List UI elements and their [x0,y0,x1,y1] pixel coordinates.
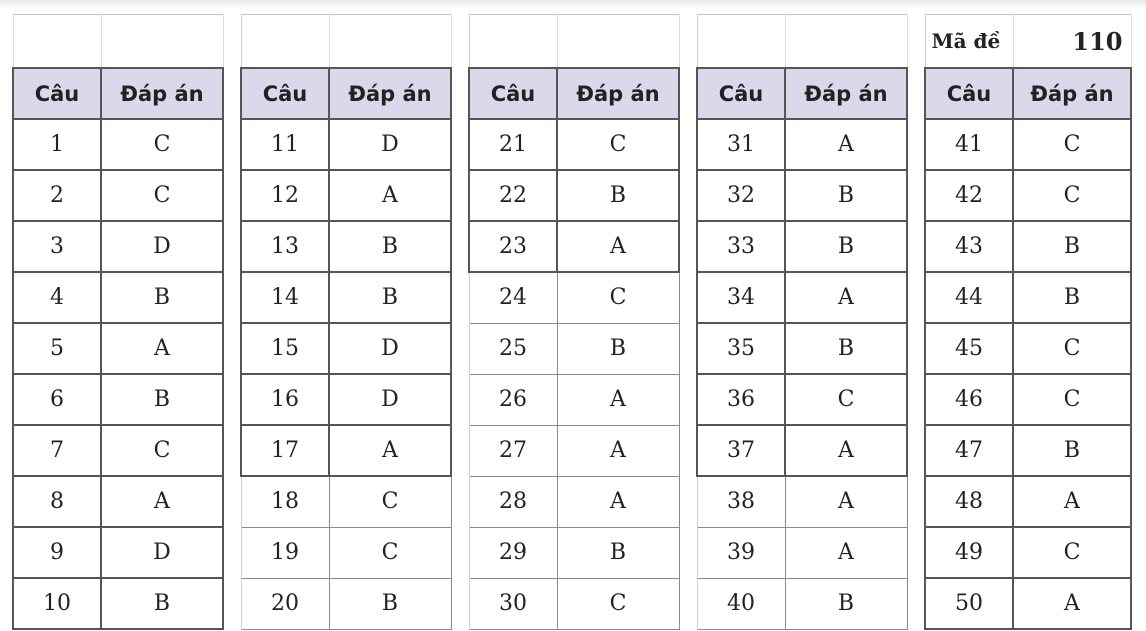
column-separator [679,15,697,69]
answer-row [13,323,1131,374]
answer-row [13,425,1131,476]
answer-letter-cell: C [557,119,679,170]
answer-letter-cell: C [1013,323,1131,374]
question-number-cell: 17 [241,425,329,476]
question-header: Câu [13,68,101,119]
answer-letter-cell: B [101,578,223,629]
empty-cell [329,15,451,69]
column-separator [679,425,697,476]
answer-letter-cell: C [1013,170,1131,221]
question-number-cell: 47 [925,425,1013,476]
answer-letter-cell: A [557,476,679,527]
answer-row [13,272,1131,323]
answer-letter-cell: B [329,221,451,272]
answer-letter-cell: A [1013,578,1131,629]
answer-letter-cell: B [785,323,907,374]
answer-letter-cell: A [329,425,451,476]
answer-row [13,221,1131,272]
column-separator [451,527,469,578]
answer-letter-cell: B [557,323,679,374]
column-separator [223,323,241,374]
answer-letter-cell: B [785,170,907,221]
question-number-cell: 11 [241,119,329,170]
top-strip [0,0,1146,10]
answer-letter-cell: B [329,272,451,323]
question-number-cell: 5 [13,323,101,374]
answer-letter-cell: C [329,476,451,527]
column-separator [451,425,469,476]
question-number-cell: 19 [241,527,329,578]
answer-letter-cell: C [557,578,679,629]
answer-letter-cell: D [329,119,451,170]
column-separator [679,221,697,272]
answer-letter-cell: B [329,578,451,629]
column-separator [223,68,241,119]
question-number-cell: 48 [925,476,1013,527]
answer-letter-cell: B [1013,272,1131,323]
question-header: Câu [925,68,1013,119]
question-number-cell: 13 [241,221,329,272]
answer-row [13,170,1131,221]
question-number-cell: 26 [469,374,557,425]
question-header: Câu [697,68,785,119]
column-separator [907,323,925,374]
answer-letter-cell: D [329,374,451,425]
answer-header: Đáp án [329,68,451,119]
question-number-cell: 38 [697,476,785,527]
column-separator [451,323,469,374]
question-number-cell: 43 [925,221,1013,272]
answer-letter-cell: C [1013,527,1131,578]
column-separator [223,15,241,69]
question-number-cell: 14 [241,272,329,323]
column-separator [907,170,925,221]
question-number-cell: 3 [13,221,101,272]
question-number-cell: 34 [697,272,785,323]
column-separator [679,578,697,629]
column-separator [223,272,241,323]
column-separator [451,476,469,527]
question-number-cell: 23 [469,221,557,272]
answer-letter-cell: B [785,578,907,629]
question-number-cell: 49 [925,527,1013,578]
answer-letter-cell: C [329,527,451,578]
column-separator [223,476,241,527]
answer-letter-cell: A [785,272,907,323]
answer-letter-cell: A [557,374,679,425]
answer-letter-cell: D [101,221,223,272]
answer-header: Đáp án [557,68,679,119]
answer-row [13,578,1131,629]
question-number-cell: 24 [469,272,557,323]
answer-letter-cell: D [329,323,451,374]
question-number-cell: 12 [241,170,329,221]
answer-letter-cell: C [557,272,679,323]
answer-letter-cell: A [785,476,907,527]
question-number-cell: 45 [925,323,1013,374]
column-separator [907,221,925,272]
column-separator [679,170,697,221]
column-separator [907,476,925,527]
column-separator [679,119,697,170]
question-number-cell: 16 [241,374,329,425]
answer-letter-cell: A [101,323,223,374]
answer-letter-cell: A [101,476,223,527]
answer-letter-cell: A [557,221,679,272]
answer-letter-cell: C [1013,374,1131,425]
answer-letter-cell: A [557,425,679,476]
question-number-cell: 42 [925,170,1013,221]
answer-letter-cell: C [101,119,223,170]
answer-letter-cell: B [557,527,679,578]
question-number-cell: 10 [13,578,101,629]
answer-row [13,374,1131,425]
question-number-cell: 9 [13,527,101,578]
answer-row [13,476,1131,527]
question-number-cell: 8 [13,476,101,527]
column-separator [679,374,697,425]
question-number-cell: 37 [697,425,785,476]
question-number-cell: 1 [13,119,101,170]
question-number-cell: 2 [13,170,101,221]
answer-letter-cell: C [101,170,223,221]
question-number-cell: 33 [697,221,785,272]
column-separator [907,425,925,476]
answer-letter-cell: A [785,425,907,476]
question-number-cell: 27 [469,425,557,476]
column-separator [451,272,469,323]
question-number-cell: 15 [241,323,329,374]
column-separator [679,272,697,323]
empty-cell [13,15,101,69]
answer-letter-cell: A [329,170,451,221]
question-number-cell: 35 [697,323,785,374]
empty-cell [785,15,907,69]
answer-row [13,527,1131,578]
answer-header: Đáp án [1013,68,1131,119]
exam-code-row [13,15,1131,69]
column-separator [907,578,925,629]
question-number-cell: 44 [925,272,1013,323]
answer-letter-cell: C [785,374,907,425]
answer-letter-cell: A [785,119,907,170]
question-number-cell: 29 [469,527,557,578]
question-number-cell: 25 [469,323,557,374]
column-separator [907,527,925,578]
column-separator [223,425,241,476]
question-number-cell: 20 [241,578,329,629]
answer-key-table [12,14,1132,630]
question-number-cell: 21 [469,119,557,170]
column-separator [451,15,469,69]
column-separator [223,578,241,629]
question-number-cell: 36 [697,374,785,425]
question-number-cell: 32 [697,170,785,221]
answer-letter-cell: C [1013,119,1131,170]
question-number-cell: 30 [469,578,557,629]
question-number-cell: 31 [697,119,785,170]
exam-code-label: Mã đề [925,15,1013,69]
empty-cell [241,15,329,69]
question-number-cell: 4 [13,272,101,323]
answer-letter-cell: A [1013,476,1131,527]
column-separator [679,68,697,119]
column-separator [451,374,469,425]
question-number-cell: 22 [469,170,557,221]
question-number-cell: 40 [697,578,785,629]
column-separator [451,68,469,119]
question-number-cell: 18 [241,476,329,527]
answer-letter-cell: B [557,170,679,221]
answer-letter-cell: A [785,527,907,578]
answer-header: Đáp án [785,68,907,119]
question-number-cell: 39 [697,527,785,578]
column-separator [223,527,241,578]
empty-cell [101,15,223,69]
column-separator [451,119,469,170]
question-number-cell: 6 [13,374,101,425]
question-number-cell: 41 [925,119,1013,170]
empty-cell [469,15,557,69]
empty-cell [697,15,785,69]
question-number-cell: 46 [925,374,1013,425]
question-header: Câu [241,68,329,119]
column-separator [223,119,241,170]
question-number-cell: 28 [469,476,557,527]
exam-code-value: 110 [1013,15,1131,69]
question-number-cell: 7 [13,425,101,476]
answer-letter-cell: B [101,374,223,425]
header-row [13,68,1131,119]
answer-letter-cell: C [101,425,223,476]
question-header: Câu [469,68,557,119]
column-separator [907,272,925,323]
question-number-cell: 50 [925,578,1013,629]
answer-letter-cell: D [101,527,223,578]
column-separator [907,374,925,425]
column-separator [223,221,241,272]
answer-letter-cell: B [1013,425,1131,476]
answer-header: Đáp án [101,68,223,119]
column-separator [451,221,469,272]
empty-cell [557,15,679,69]
column-separator [907,68,925,119]
column-separator [679,323,697,374]
column-separator [907,119,925,170]
column-separator [679,476,697,527]
column-separator [223,374,241,425]
answer-row [13,119,1131,170]
column-separator [223,170,241,221]
column-separator [907,15,925,69]
column-separator [451,170,469,221]
column-separator [451,578,469,629]
answer-letter-cell: B [1013,221,1131,272]
column-separator [679,527,697,578]
answer-letter-cell: B [101,272,223,323]
answer-letter-cell: B [785,221,907,272]
